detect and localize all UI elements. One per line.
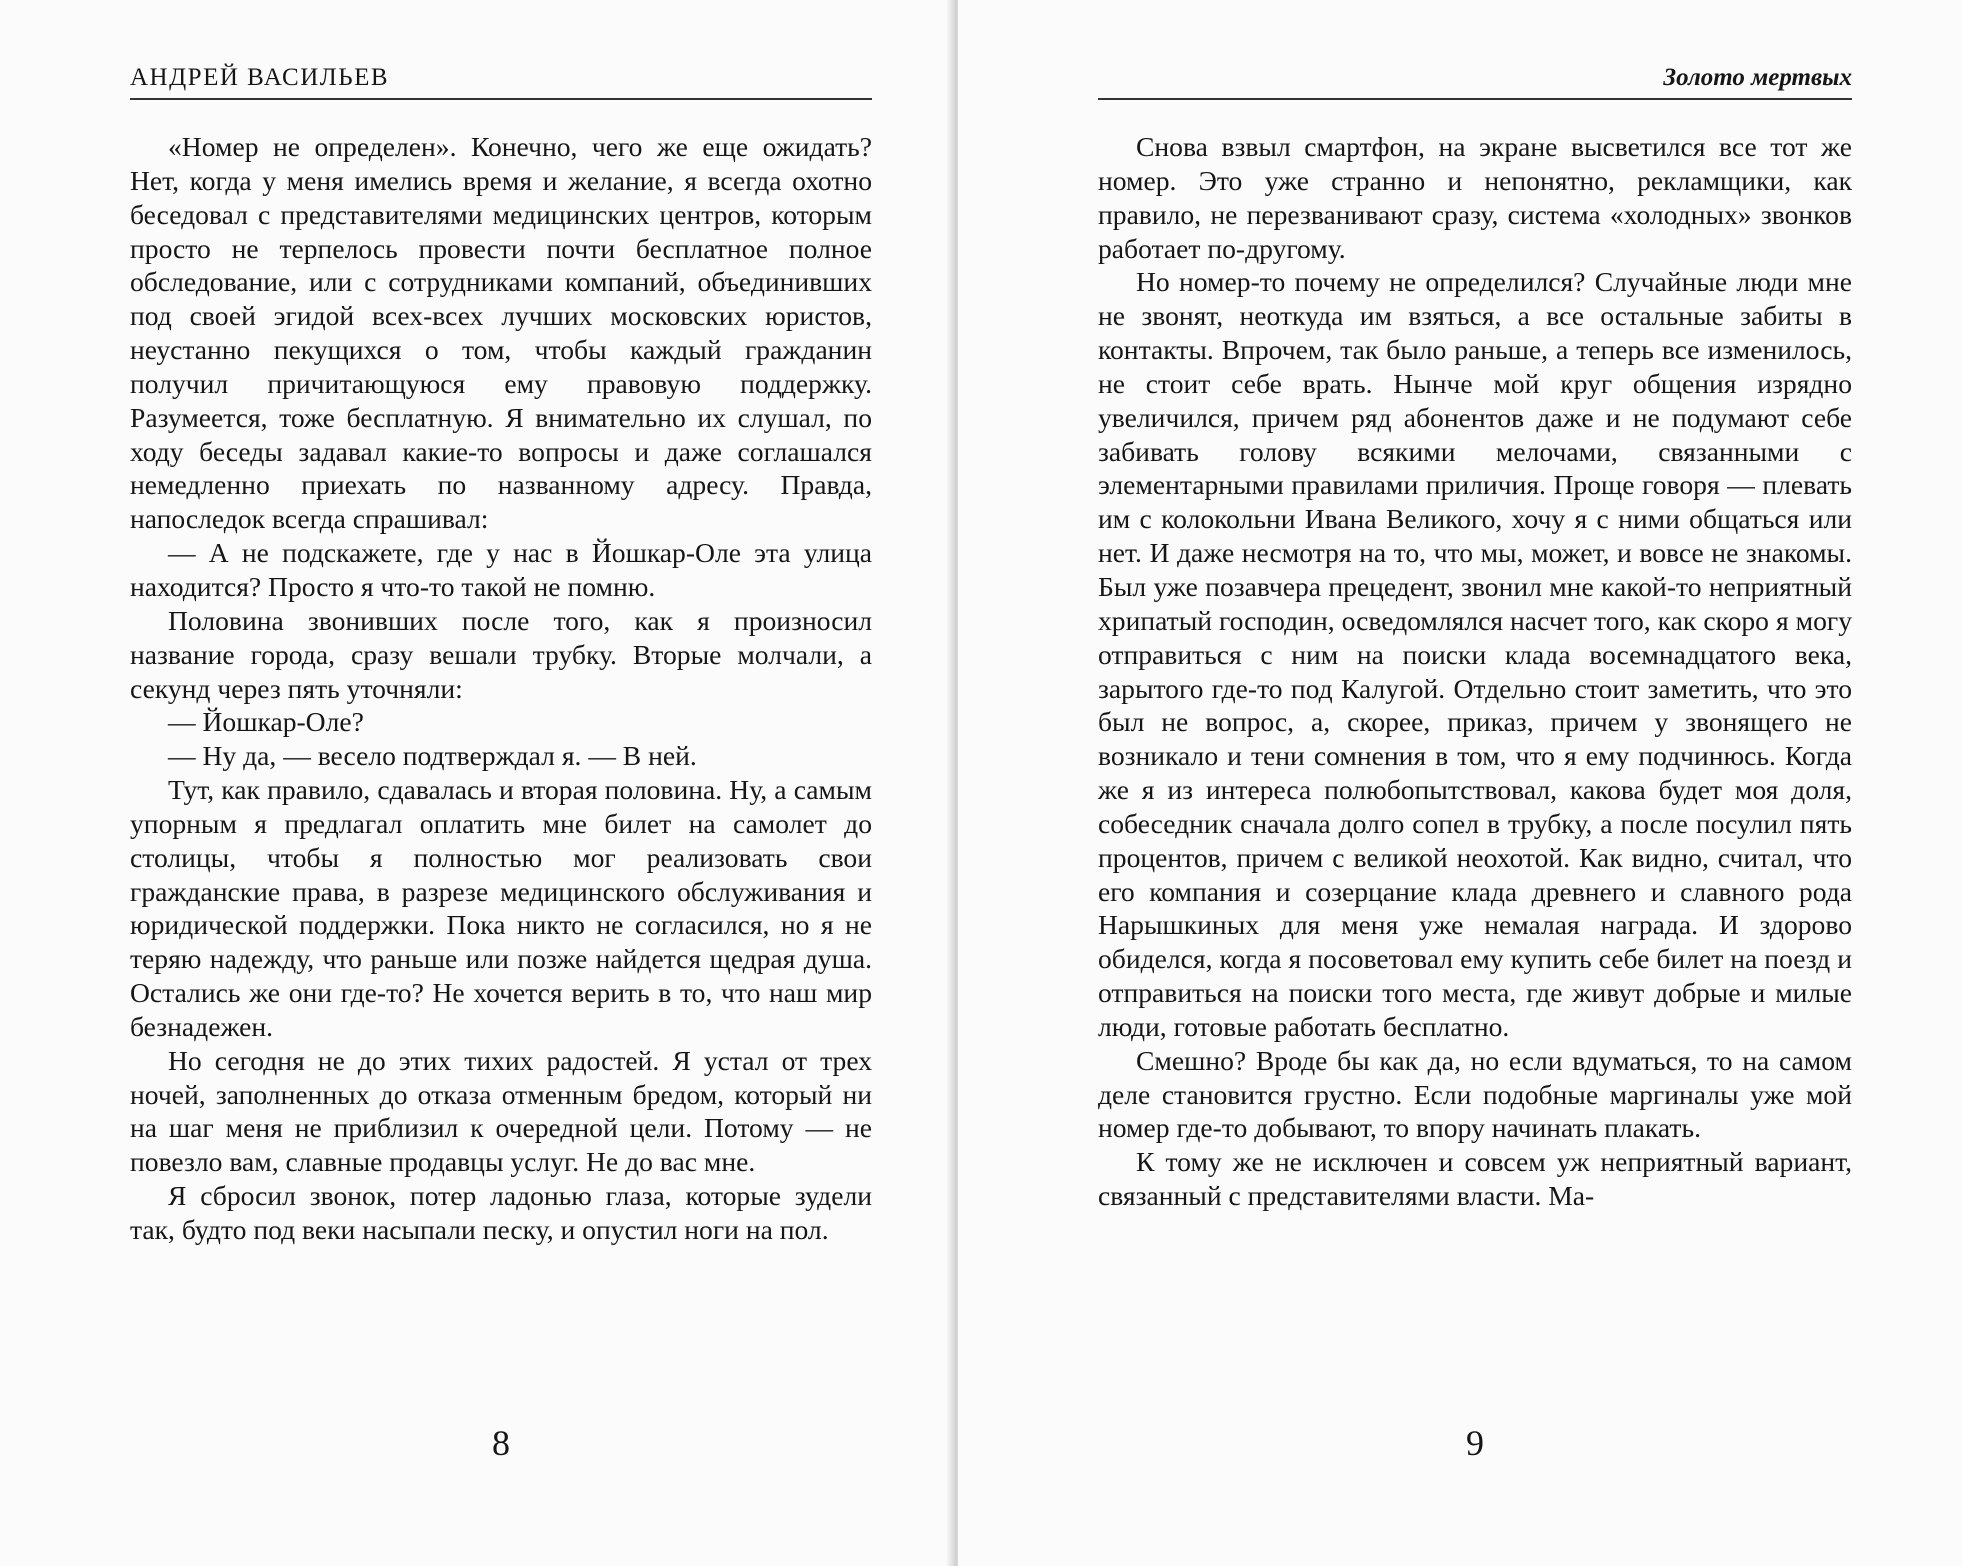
paragraph: — Йошкар-Оле?	[168, 706, 364, 738]
paragraph: «Номер не определен». Конечно, чего же еще ожидать? Нет, когда у меня имелись время и желание, я всегда охотно беседовал с представителями медицинских центров, которым просто не терпелось провести почти бесплатное полное обследование, или с сотрудниками компаний, объединивших под своей эгидой всех-всех лучших московских юристов, неустанно пекущихся о том, чтобы каждый гражданин получил причитающуюся ему правовую поддержку. Разумеется, тоже бесплатную. Я внимательно их слушал, по ходу беседы задавал какие-то вопросы и даже соглашался немедленно приехать по названному адресу. Правда, напоследок всегда спрашивал:	[130, 131, 872, 535]
left-page	[0, 0, 952, 1566]
paragraph: Но сегодня не до этих тихих радостей. Я устал от трех ночей, заполненных до отказа отменным бредом, который ни на шаг меня не приблизил к очередной цели. Потому — не повезло вам, славные продавцы услуг. Не до вас мне.	[130, 1044, 872, 1178]
left-page-text	[130, 130, 872, 1247]
paragraph: Половина звонивших после того, как я произносил название города, сразу вешали трубку. Вторые молчали, а секунд через пять уточняли:	[130, 604, 872, 704]
paragraph: К тому же не исключен и совсем уж неприятный вариант, связанный с представителями власти. Ма-	[1098, 1146, 1852, 1212]
paragraph: Я сбросил звонок, потер ладонью глаза, которые зудели так, будто под веки насыпали песку, и опустил ноги на пол.	[130, 1180, 872, 1245]
paragraph: Смешно? Вроде бы как да, но если вдуматься, то на самом деле становится грустно. Если подобные маргиналы уже мой номер где-то добывают, то впору начинать плакать.	[1098, 1044, 1852, 1144]
running-head-title: Золото мертвых	[1663, 64, 1852, 91]
paragraph: — Ну да, — весело подтверждал я. — В ней.	[168, 740, 697, 772]
paragraph: Снова взвыл смартфон, на экране высветился все тот же номер. Это уже странно и непонятно, рекламщики, как правило, не перезванивают сразу, система «холодных» звонков работает по-другому.	[1098, 131, 1852, 264]
right-page	[958, 0, 1962, 1566]
header-rule	[1098, 98, 1852, 100]
right-page-text	[1098, 130, 1852, 1213]
paragraph: Но номер-то почему не определился? Случайные люди мне не звонят, неоткуда им взяться, а все остальные забиты в контакты. Впрочем, так было раньше, а теперь все изменилось, не стоит себе врать. Нынче мой круг общения изрядно увеличился, причем ряд абонентов даже и не подумают себе забивать голову всякими мелочами, связанными с элементарными правилами приличия. Проще говоря — плевать им с колокольни Ивана Великого, хочу я с ними общаться или нет. И даже несмотря на то, что мы, может, и вовсе не знакомы. Был уже позавчера прецедент, звонил мне какой-то неприятный хрипатый господин, осведомлялся насчет того, как скоро я могу отправиться с ним на поиски клада восемнадцатого века, зарытого где-то под Калугой. Отдельно стоит заметить, что это был не вопрос, а, скорее, приказ, причем у звонящего не возникало и тени сомнения в том, что я ему подчинюсь. Когда же я из интереса полюбопытствовал, какова будет моя доля, собеседник сначала долго сопел в трубку, а после посулил пять процентов, причем с великой неохотой. Как видно, считал, что его компания и созерцание клада древнего и славного рода Нарышкиных для меня уже немалая награда. И здорово обиделся, когда я посоветовал ему купить себе билет на поезд и отправиться на поиски того места, где живут добрые и милые люди, готовые работать бесплатно.	[1098, 266, 1852, 1042]
running-head-author: АНДРЕЙ ВАСИЛЬЕВ	[130, 64, 390, 91]
header-rule	[130, 98, 872, 100]
paragraph: — А не подскажете, где у нас в Йошкар-Оле эта улица находится? Просто я что-то такой не помню.	[130, 537, 872, 602]
page-number: 9	[1466, 1423, 1484, 1463]
paragraph: Тут, как правило, сдавалась и вторая половина. Ну, а самым упорным я предлагал оплатить мне билет на самолет до столицы, чтобы я полностью мог реализовать свои гражданские права, в разрезе медицинского обслуживания и юридической поддержки. Пока никто не согласился, но я не теряю надежду, что раньше или позже найдется щедрая душа. Остались же они где-то? Не хочется верить в то, что наш мир безнадежен.	[130, 774, 872, 1042]
page-number: 8	[492, 1423, 510, 1463]
